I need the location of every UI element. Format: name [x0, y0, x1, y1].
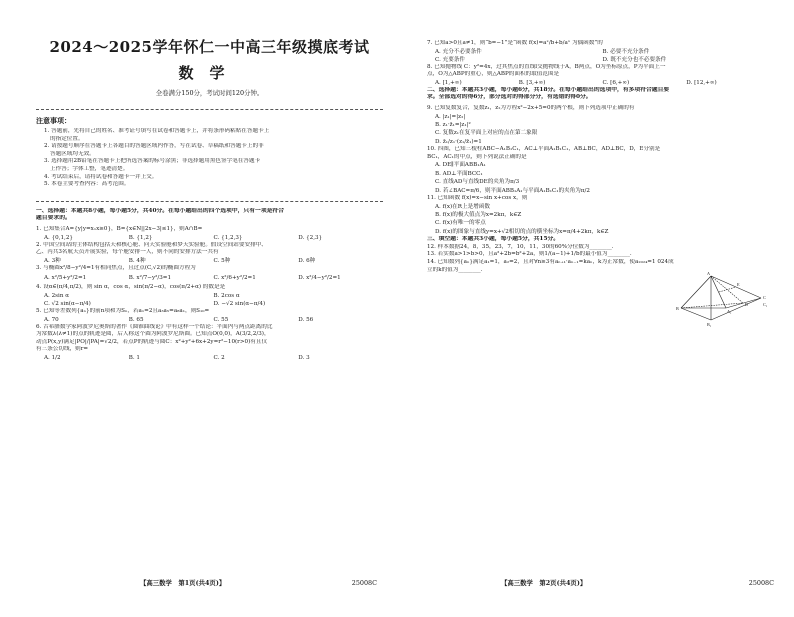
notice-line: 4. 考试结束后，请将试卷和答题卡一并上交。 [44, 173, 158, 180]
option: A. [1,+∞) [435, 79, 462, 86]
question-4-options-row1 [36, 292, 383, 300]
option: C. √2 sin(α−π/4) [44, 300, 91, 307]
notice-heading: 注意事项： [36, 116, 71, 125]
option: D. f(x)的图象与直线y=x+√2相切的点的横坐标为x=π/4+2kπ，k∈Z [435, 228, 609, 235]
vertex-label: E [737, 282, 740, 287]
option: A. 3种 [44, 257, 61, 264]
edge [711, 298, 761, 320]
option: A. {0,1,2} [44, 234, 73, 241]
option: A. 2sin α [44, 292, 69, 299]
question-6-cont: 为常数λ(λ≠1)的点的轨迹是圆，后人称这个圆为阿波罗尼斯圆。已知点O(0,0)，A(3/2,2/3)， [36, 331, 270, 338]
option: B. f(x)的极大值点为x=2kπ，k∈Z [435, 212, 522, 218]
section-1-heading: 一、选择题：本题共8小题，每小题5分，共40分。在每小题给出的四个选项中，只有一项是符合 [36, 207, 285, 214]
section-2-heading-cont: 求。全部选对的得6分，部分选对的得部分分，有选错的得0分。 [427, 94, 592, 101]
edge [711, 276, 726, 308]
vertex-label: D [745, 302, 749, 307]
question-4-options-row2 [36, 300, 383, 308]
option: A. |z₁|=|z₂| [435, 113, 466, 120]
question-7-options-row1 [427, 48, 770, 56]
option: C. 充要条件 [435, 56, 466, 63]
notice-line: 3. 选择题用2B铅笔在答题卡上把所选答案的标号涂黑；非选择题用黑色签字笔在答题卡 [44, 158, 261, 165]
divider [36, 201, 383, 202]
option: A. f(x)在R上是增函数 [435, 203, 490, 210]
question-6-cont: 有三条公切线，则r= [36, 346, 89, 353]
option: C. x²/6+y²/2=1 [213, 275, 256, 282]
subject-title: 数学 [178, 64, 241, 82]
question-2-cont: 乙、丙共3名航天员开展实验，每个舱安排一人，则不同的安排方法一共有 [36, 249, 219, 256]
question-12: 12. 样本数据24，8，35，23，7，10，11，30的60%分位数为________. [427, 243, 614, 250]
question-6-options [36, 354, 383, 362]
vertex-label: A₁ [727, 309, 732, 314]
option: C. 5种 [213, 257, 231, 264]
exam-info: 全卷满分150分，考试时间120分钟。 [155, 89, 264, 97]
option: A. x²/5+y²/2=1 [44, 275, 87, 282]
vertex-label: C₁ [763, 302, 768, 307]
option: A. 70 [44, 316, 59, 323]
option: B. [3,+∞) [518, 79, 546, 86]
section-2-heading: 二、选择题：本题共3小题，每小题6分，共18分。在每小题给出的选项中，有多项符合题目要 [427, 86, 670, 93]
edge [726, 298, 761, 308]
question-2-options [36, 257, 383, 265]
option: B. z₁·z̄₁=|z₁|² [435, 121, 471, 128]
question-9: 9. 已知复数复合，复数z₁，z₂为方程x²−2x+5=0的两个根，则下列选项中正确的有 [427, 104, 635, 111]
notice-line: 上作答；字体工整，笔迹清楚。 [50, 165, 129, 172]
question-3: 3. 与椭圆x²/8−y²/4=1有相同焦点，且过点(C,√2)的椭圆方程为 [36, 264, 196, 271]
option: D. [12,+∞) [686, 79, 717, 86]
question-2: 2. 中国空间站的主体结构包括天和核心舱、问天实验舱和梦天实验舱。假设空间站要安排甲、 [36, 241, 267, 248]
question-14: 14. 已知数列{aₙ}满足a₁=1，a₂=2，且对∀n≥3有aₙ₊₁·aₙ₋₁=kaₙ，k为正常数，使a₂₀₂₄=1 024成 [427, 259, 674, 265]
question-8-options [427, 79, 770, 87]
vertex-label: C [763, 295, 766, 300]
exam-title: 2024～2025学年怀仁一中高三年级摸底考试 [49, 38, 370, 56]
question-8: 8. 已知抛物线 C：y²=4x，过其焦点的直线l交抛物线于A，B两点，O为坐标原点，P为平面上一 [427, 63, 666, 70]
option: B. 4种 [128, 257, 146, 264]
option: D. 3 [298, 354, 310, 361]
option: C. {1,2,3} [213, 234, 243, 241]
option: B. AD⊥平面BCC₁ [435, 170, 483, 177]
notice-line: 5. 本卷主要考查内容：高考范围。 [44, 181, 130, 188]
notice-line: 1. 答题前，先将自己的姓名、准考证号填写在试卷和答题卡上，并将条形码粘贴在答题卡上 [44, 128, 270, 134]
option: A. DE∥平面ABB₁A₁ [435, 162, 486, 169]
question-10-cont: BC₁，AC₁的中点，则下列说法正确的是 [427, 153, 527, 160]
question-3-options [36, 272, 383, 284]
edge [719, 287, 736, 292]
option: A. 充分不必要条件 [435, 48, 482, 55]
question-14-cont: 立的k的值为________. [427, 266, 483, 273]
section-3-heading: 三、填空题：本题共3小题，每小题5分，共15分。 [427, 236, 560, 243]
option: D. 若∠BAC=π/6，则平面ABB₁A₁与平面A₁B₁C₁的夹角为π/2 [435, 187, 590, 194]
question-13: 13. 若实数a>1>b>0，且a²+2b=b²+2a，则1/(a−1)+1/b的最小值为________. [427, 251, 632, 258]
vertex-label: B₁ [707, 322, 712, 327]
question-5-options [36, 316, 383, 324]
notice-line: 的指定位置。 [50, 135, 84, 142]
question-7: 7. 已知a>0且a≠1，则“b=−1”是“函数 f(x)=aˣ/b+b/aˣ 为偶函数”的 [427, 40, 603, 46]
question-11: 11. 已知函数 f(x)=x−sin x+cos x，则 [427, 195, 528, 201]
notice-line: 答题区域均无效。 [50, 150, 95, 157]
page-footer: 【高三数学 第2页(共4页)】 [501, 579, 587, 587]
question-10: 10. 四图，已知三棱柱ABC−A₁B₁C₁，AC⊥平面A₁B₁C₁，AB⊥BC，AD⊥BC，D，E分别是 [427, 146, 661, 153]
option: D. 6种 [298, 257, 316, 264]
option: D. 既不充分也不必要条件 [602, 56, 667, 63]
option: C. 复数z₁在复平面上对应的点在第二象限 [435, 130, 538, 137]
paper-code: 25008C [351, 579, 377, 587]
option: B. 必要不充分条件 [602, 48, 650, 55]
question-4: 4. 设α∈(π/4,π/2)，则 sin α，cos α，sin(π/2−α)，cos(π/2+α) 的数是是 [36, 284, 226, 291]
edge [681, 276, 711, 308]
option: D. x²/4−y²/2=1 [298, 275, 341, 282]
question-7-options-row2 [427, 56, 770, 64]
question-8-cont: 点，O为△ABP的重心，则△ABP的面积的取值范围是 [427, 71, 560, 78]
question-6-cont: 动点P(x,y)满足|PO|/|PA|=√2/2，若点P的轨迹与圆C：x²+y²+6x+2y=r²−10(r>0)有且仅 [36, 338, 268, 345]
vertex-label: B [676, 306, 679, 311]
option: D. {2,3} [298, 234, 323, 241]
option: B. {1,2} [128, 234, 153, 241]
option: D. 56 [298, 316, 314, 323]
option: B. x²/7−y²/3=1 [128, 275, 172, 282]
prism-figure [671, 268, 777, 328]
option: D. −√2 sin(α−π/4) [213, 300, 266, 307]
question-6: 6. 古希腊数学家阿波罗尼奥斯的著作《圆锥曲线论》中有这样一个结论：平面内与两点距离的比 [36, 323, 273, 330]
question-5: 5. 已知等差数列{aₙ}的前n项和为Sₙ，若a₁=2且a₃a₅=a₈a₁，则S₁₀= [36, 307, 210, 314]
question-1: 1. 已知集合A={y|y=x₁x≥0}，B={x∈N||2x−3|≤1}，则A∩B= [36, 225, 203, 232]
page-footer: 【高三数学 第1页(共4页)】 [140, 579, 226, 587]
option: C. [6,+∞) [602, 79, 630, 86]
option: C. 55 [213, 316, 229, 323]
notice-line: 2. 请按题号顺序在答题卡上各题目的答题区域内作答，写在试卷、草稿纸和答题卡上的非 [44, 143, 264, 150]
option: B. 65 [128, 316, 144, 323]
option: C. 2 [213, 354, 225, 361]
option: D. z̄₁/z₁·(z₁/z̄₁)=1 [435, 138, 482, 145]
divider [36, 109, 383, 110]
edge [681, 308, 711, 320]
vertex-label: A [707, 271, 711, 276]
option: A. 1/2 [44, 354, 61, 361]
question-1-options [36, 234, 383, 242]
option: B. 2cos α [213, 292, 240, 299]
option: C. 直线AD与直线DE的夹角为π/3 [435, 179, 520, 186]
paper-code: 25008C [748, 579, 774, 587]
option: C. f(x)有唯一的零点 [435, 220, 486, 227]
section-1-heading-cont: 题目要求的。 [36, 215, 71, 222]
option: B. 1 [128, 354, 140, 361]
page-2 [397, 0, 794, 617]
